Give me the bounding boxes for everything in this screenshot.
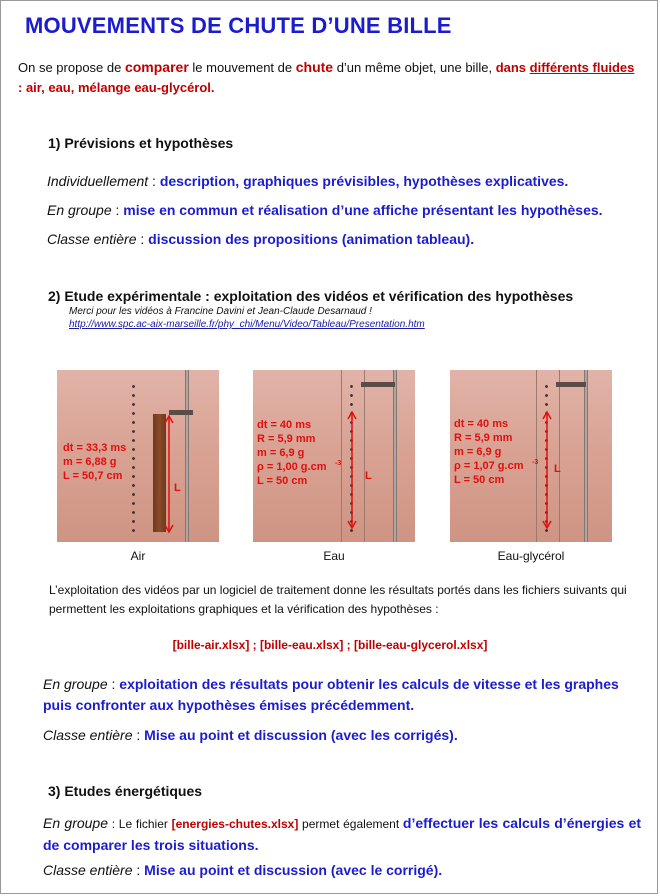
page-title: MOUVEMENTS DE CHUTE D’UNE BILLE [25,13,452,38]
photo-water-params: dt = 40 ms R = 5,9 mm m = 6,9 g ρ = 1,00 g.cm L = 50 cm [257,419,327,487]
section-1-line-individual: Individuellement : description, graphiques prévisibles, hypothèses explicatives. [47,173,569,189]
length-label: L [365,470,372,482]
exploitation-paragraph: L’exploitation des vidéos par un logiciel de traitement donne les résultats portés dans les fichiers suivants qui permettent les exploitations graphiques et la vérification des hypothèses : [49,583,627,616]
length-arrow [163,414,175,536]
caption-air: Air [130,549,146,563]
section-3-group-task: En groupe : Le fichier [energies-chutes.xlsx] permet également d’effectuer les calculs d’énergies et de comparer les trois situations. [43,815,642,853]
section-3-class-task: Classe entière : Mise au point et discussion (avec le corrigé). [43,862,443,878]
section-2-title: 2) Etude expérimentale : exploitation des vidéos et vérification des hypothèses [48,288,574,304]
section-1-line-class: Classe entière : discussion des propositions (animation tableau). [47,231,475,247]
section-1-line-group: En groupe : mise en commun et réalisation d’une affiche présentant les hypothèses. [47,202,603,218]
ball-trajectory [132,382,135,532]
credits-link[interactable]: http://www.spc.ac-aix-marseille.fr/phy_chi/Menu/Video/Tableau/Presentation.htm [69,319,425,330]
length-label: L [174,482,181,494]
photo-water: dt = 40 ms R = 5,9 mm m = 6,9 g ρ = 1,00 g.cm L = 50 cm -3 L [253,370,415,542]
section-2-group-task: En groupe : exploitation des résultats pour obtenir les calculs de vitesse et les graphes puis confronter aux hypothèses émises précédemment. [43,676,619,713]
photo-air-params: dt = 33,3 ms m = 6,88 g L = 50,7 cm [63,442,127,482]
caption-water: Eau [323,549,345,563]
photo-glycerol: dt = 40 ms R = 5,9 mm m = 6,9 g ρ = 1,07 g.cm L = 50 cm -3 L [450,370,612,542]
section-3-title: 3) Etudes énergétiques [48,783,203,799]
support-rod [393,370,397,542]
photo-glycerol-params: dt = 40 ms R = 5,9 mm m = 6,9 g ρ = 1,07 g.cm L = 50 cm [454,418,524,486]
length-arrow [541,410,553,532]
caption-glycerol: Eau-glycérol [497,549,565,563]
support-rod [185,370,189,542]
data-files-list[interactable]: [bille-air.xlsx] ; [bille-eau.xlsx] ; [bille-eau-glycerol.xlsx] [172,638,488,652]
length-label: L [554,463,561,475]
intro-paragraph: On se propose de comparer le mouvement de chute d’un même objet, une bille, dans différents fluides : air, eau, mélange eau-glycérol. [18,59,635,95]
photo-air [57,370,219,542]
section-1-title: 1) Prévisions et hypothèses [48,135,234,151]
length-arrow [346,410,358,532]
video-credits: Merci pour les vidéos à Francine Davini et Jean-Claude Desarnaud ! http://www.spc.ac-aix-marseille.fr/phy_chi/Menu/Video/Tableau/Presentation.htm [69,306,425,330]
support-rod [584,370,588,542]
section-2-class-task: Classe entière : Mise au point et discussion (avec les corrigés). [43,727,458,743]
